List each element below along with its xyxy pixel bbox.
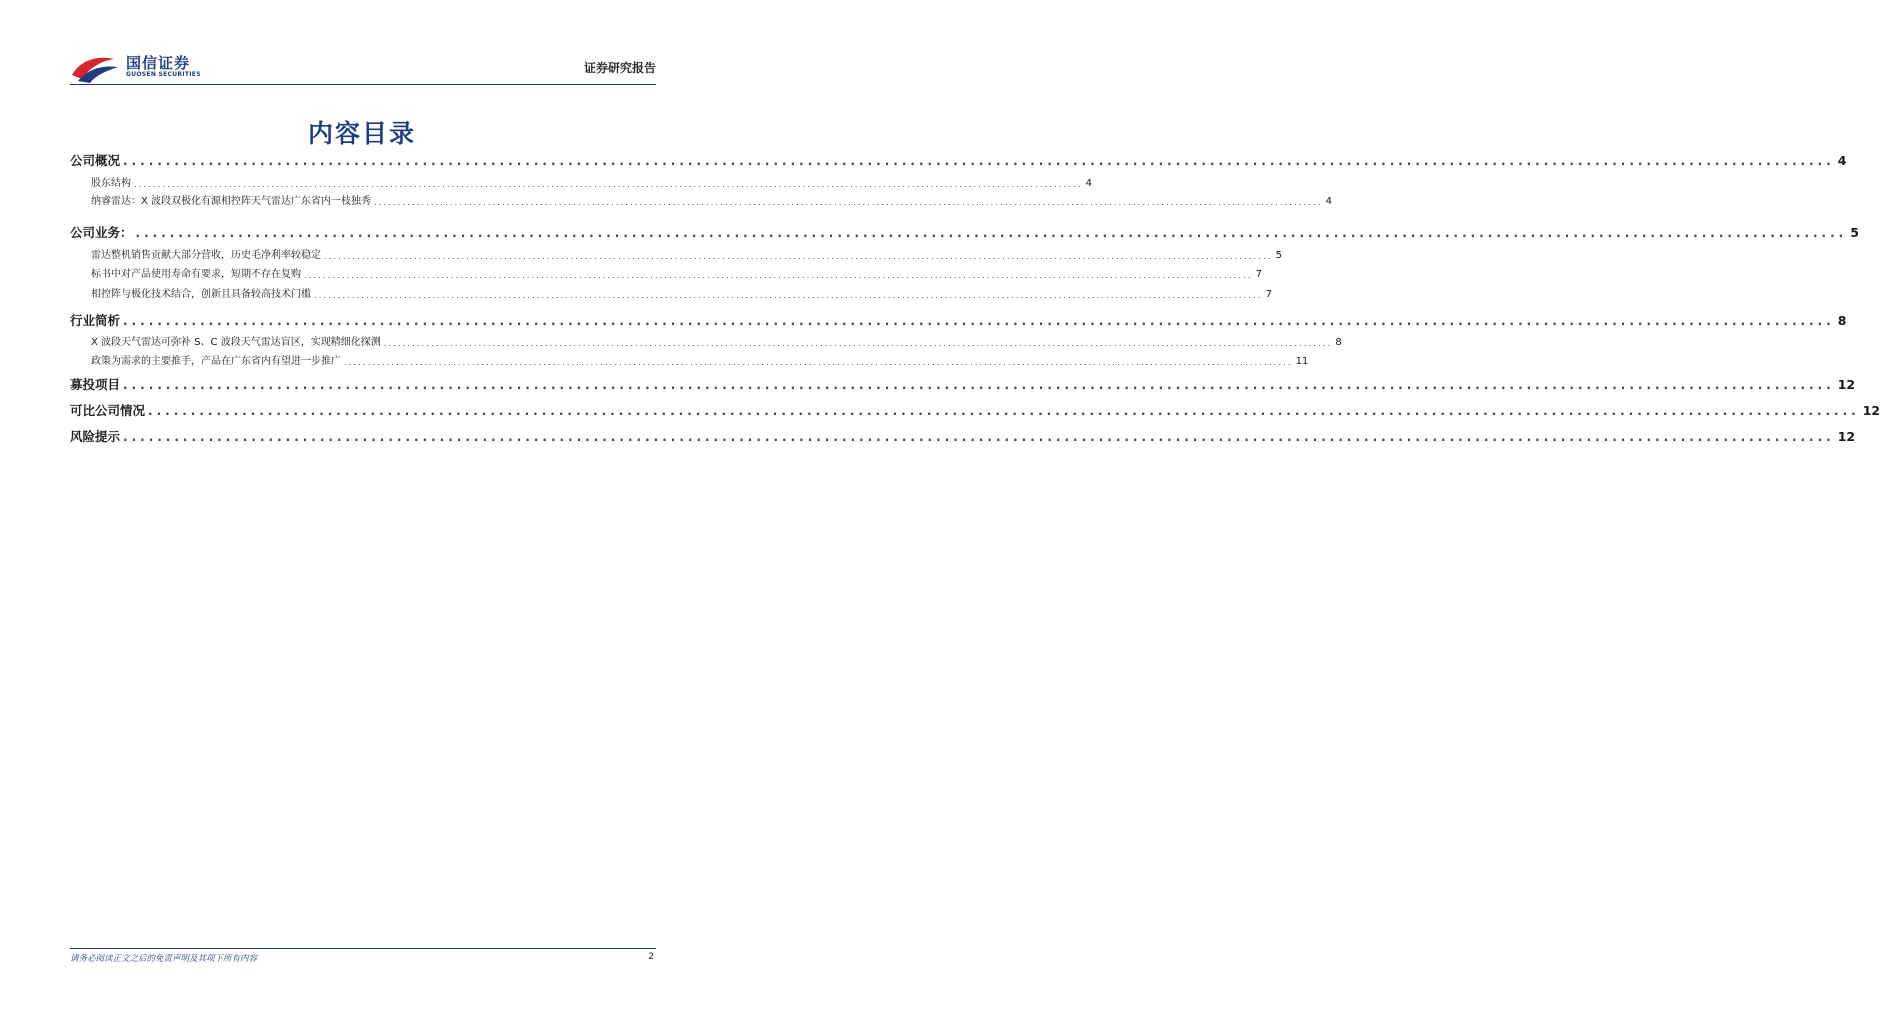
report-type-label: 证券研究报告 xyxy=(583,61,656,75)
toc-entry-title: 相控阵与极化技术结合，创新且具备较高技术门槛 xyxy=(91,289,311,300)
toc-entry-title: X 波段天气雷达可弥补 S、C 波段天气雷达盲区，实现精细化探测 xyxy=(91,337,381,348)
toc-dot-leader: ........................................................................................................................................................................................................ xyxy=(123,430,1835,444)
toc-subsection-entry[interactable] xyxy=(91,335,1342,351)
toc-dot-leader: ........................................................................................................................................................................................................ xyxy=(383,339,1333,348)
toc-section-entry[interactable] xyxy=(70,312,1847,330)
toc-entry-page: 8 xyxy=(1335,337,1342,348)
logo-english-name: GUOSEN SECURITIES xyxy=(126,71,201,78)
toc-title: 内容目录 xyxy=(307,119,416,148)
toc-section-entry[interactable] xyxy=(70,402,1880,420)
toc-subsection-entry[interactable] xyxy=(91,267,1262,283)
toc-entry-page: 11 xyxy=(1295,356,1309,367)
toc-entry-title: 政策为需求的主要推手，产品在广东省内有望进一步推广 xyxy=(91,356,341,367)
toc-dot-leader: ........................................................................................................................................................................................................ xyxy=(304,271,1253,280)
toc-entry-page: 7 xyxy=(1265,289,1272,300)
toc-subsection-entry[interactable] xyxy=(91,176,1092,192)
toc-dot-leader: ........................................................................................................................................................................................................ xyxy=(123,378,1835,392)
toc-dot-leader: ........................................................................................................................................................................................................ xyxy=(324,252,1273,261)
toc-entry-page: 5 xyxy=(1275,250,1282,261)
toc-entry-title: 公司概况 xyxy=(70,153,121,168)
toc-entry-page: 5 xyxy=(1850,225,1859,240)
toc-entry-title: 募投项目 xyxy=(70,377,121,392)
toc-section-entry[interactable] xyxy=(70,428,1856,446)
toc-entry-page: 7 xyxy=(1255,269,1262,280)
toc-dot-leader: ........................................................................................................................................................................................................ xyxy=(135,226,1848,240)
toc-entry-title: 纳睿雷达：X 波段双极化有源相控阵天气雷达广东省内一枝独秀 xyxy=(91,196,372,207)
header-divider xyxy=(70,84,656,85)
toc-dot-leader: ........................................................................................................................................................................................................ xyxy=(123,154,1835,168)
guosen-logo-mark-icon xyxy=(70,53,120,83)
toc-entry-title: 可比公司情况 xyxy=(70,403,146,418)
toc-subsection-entry[interactable] xyxy=(91,248,1282,264)
page-header xyxy=(70,50,656,86)
toc-subsection-entry[interactable] xyxy=(91,287,1272,303)
toc-dot-leader: ........................................................................................................................................................................................................ xyxy=(123,314,1835,328)
footer-divider xyxy=(70,948,656,949)
toc-dot-leader: ........................................................................................................................................................................................................ xyxy=(134,180,1083,189)
guosen-logo xyxy=(70,50,210,84)
toc-entry-title: 雷达整机销售贡献大部分营收，历史毛净利率较稳定 xyxy=(91,250,321,261)
toc-entry-page: 8 xyxy=(1837,313,1847,328)
toc-entry-title: 公司业务： xyxy=(70,225,133,240)
page-number: 2 xyxy=(648,952,654,962)
toc-entry-page: 12 xyxy=(1837,377,1856,392)
toc-dot-leader: ........................................................................................................................................................................................................ xyxy=(374,198,1323,207)
toc-entry-title: 风险提示 xyxy=(70,429,121,444)
toc-entry-title: 股东结构 xyxy=(91,178,131,189)
toc-entry-title: 标书中对产品使用寿命有要求，短期不存在复购 xyxy=(91,269,301,280)
toc-dot-leader: ........................................................................................................................................................................................................ xyxy=(314,291,1263,300)
toc-section-entry[interactable] xyxy=(70,224,1859,242)
toc-entry-title: 行业简析 xyxy=(70,313,121,328)
toc-entry-page: 12 xyxy=(1837,429,1856,444)
logo-chinese-name: 国信证券 xyxy=(126,54,191,72)
toc-subsection-entry[interactable] xyxy=(91,354,1309,370)
toc-dot-leader: ........................................................................................................................................................................................................ xyxy=(148,404,1860,418)
toc-entry-page: 4 xyxy=(1837,153,1847,168)
toc-section-entry[interactable] xyxy=(70,376,1856,394)
footer-disclaimer: 请务必阅读正文之后的免责声明及其项下所有内容 xyxy=(70,954,258,964)
toc-dot-leader: ........................................................................................................................................................................................................ xyxy=(344,358,1293,367)
toc-subsection-entry[interactable] xyxy=(91,194,1332,210)
toc-entry-page: 4 xyxy=(1325,196,1332,207)
toc-entry-page: 12 xyxy=(1862,403,1880,418)
toc-section-entry[interactable] xyxy=(70,152,1847,170)
toc-entry-page: 4 xyxy=(1085,178,1092,189)
